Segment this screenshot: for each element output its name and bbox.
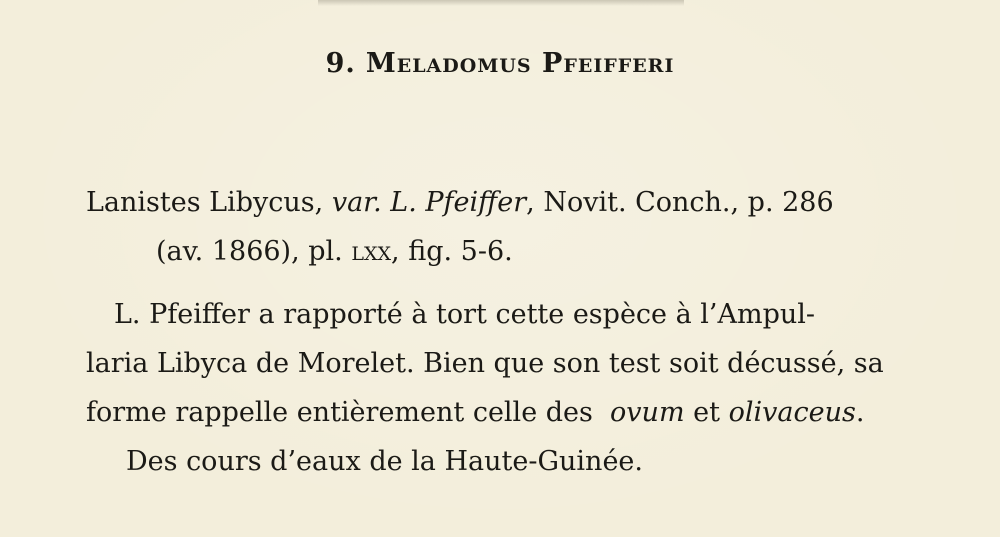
citation-figure: , fig. 5-6. [391, 236, 513, 267]
citation-line-2 [86, 227, 926, 276]
citation-reference: , Novit. Conch., p. 286 [526, 187, 834, 218]
description-line-2: laria Libyca de Morelet. Bien que son test soit décussé, sa [86, 348, 884, 379]
period: . [855, 397, 865, 428]
description-line-1: L. Pfeiffer a rapporté à tort cette espèce à l’Ampul- [114, 299, 816, 330]
section-heading [0, 48, 1000, 79]
description-text: forme rappelle entièrement celle des [86, 397, 593, 428]
species-ovum: ovum [610, 397, 685, 428]
description-paragraph [86, 290, 926, 486]
citation-date: (av. 1866), pl. [156, 236, 343, 267]
citation-variety: var. L. Pfeiffer [331, 187, 527, 218]
description-line-3 [86, 388, 926, 437]
citation-line-1 [86, 178, 926, 227]
page-edge-shadow [318, 0, 684, 6]
section-number: 9. [325, 48, 356, 79]
citation-paragraph [86, 178, 926, 276]
conjunction: et [693, 397, 720, 428]
citation-plate: lxx [351, 236, 392, 267]
section-title: Meladomus Pfeifferi [365, 48, 675, 79]
citation-genus: Lanistes Libycus, [86, 187, 324, 218]
species-olivaceus: olivaceus [728, 397, 856, 428]
description-line-4: Des cours d’eaux de la Haute-Guinée. [126, 446, 643, 477]
